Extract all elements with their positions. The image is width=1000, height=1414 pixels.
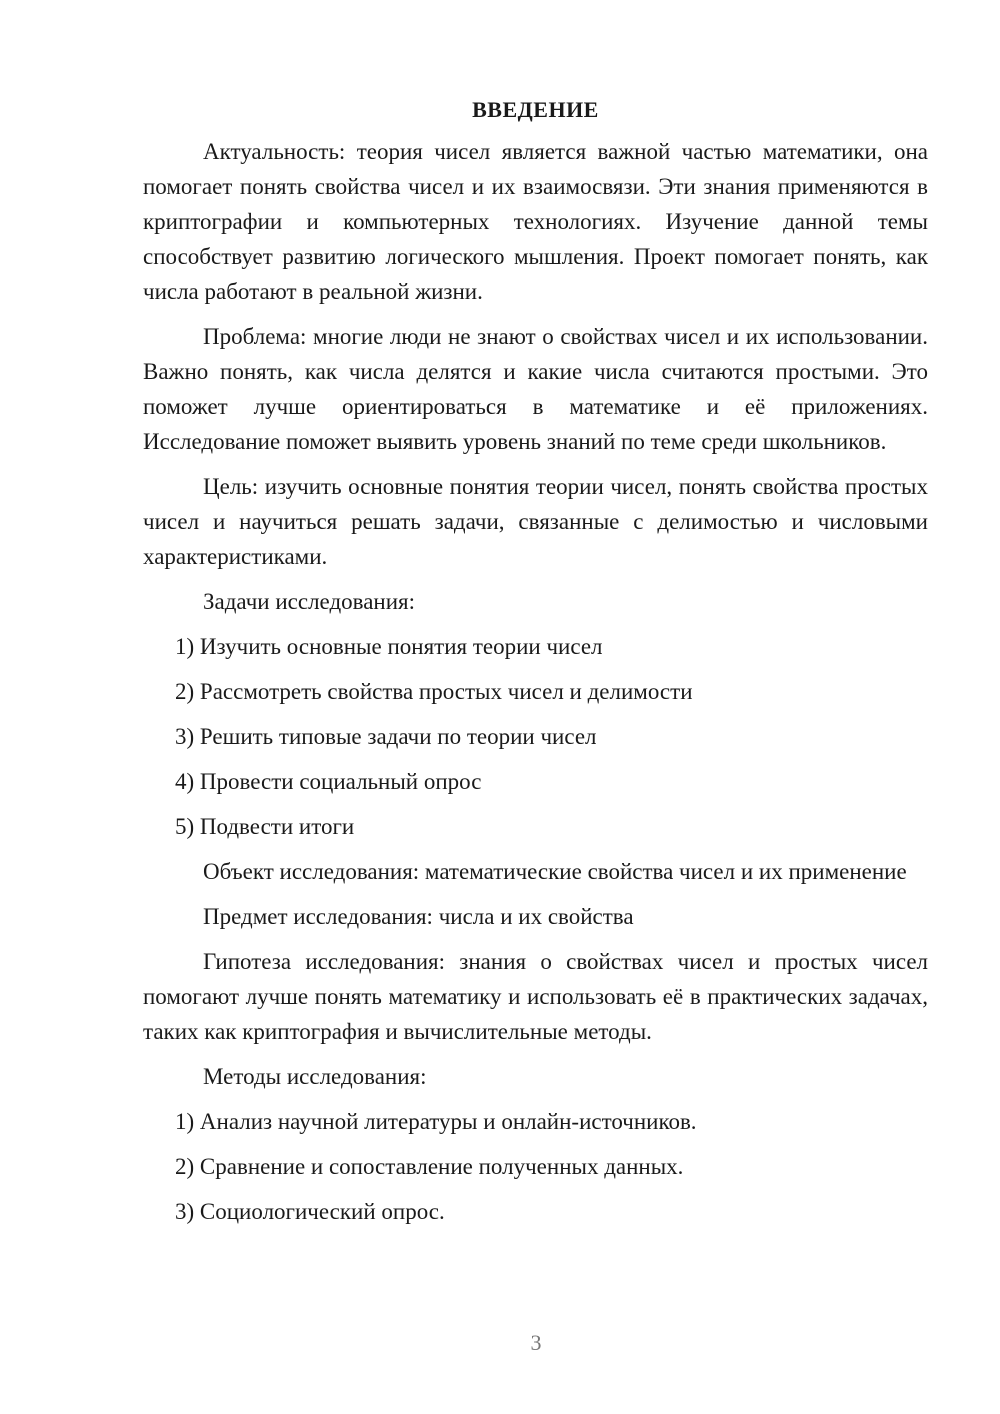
goal-paragraph: Цель: изучить основные понятия теории чисел, понять свойства простых чисел и научиться решать задачи, связанные с делимостью и числовыми характеристиками. [143,474,928,569]
methods-list [143,1104,928,1229]
task-item: 4) Провести социальный опрос [175,769,482,794]
methods-heading: Методы исследования: [203,1064,427,1089]
tasks-heading: Задачи исследования: [203,589,416,614]
relevance-paragraph: Актуальность: теория чисел является важной частью математики, она помогает понять свойства чисел и их взаимосвязи. Эти знания применяются в криптографии и компьютерных технологиях. Изучение данной темы способствует развитию логического мышления. Проект помогает понять, как числа работают в реальной жизни. [143,139,928,304]
task-item: 2) Рассмотреть свойства простых чисел и делимости [175,679,693,704]
task-item: 1) Изучить основные понятия теории чисел [175,634,603,659]
tasks-list [143,629,928,844]
page-number: 3 [530,1330,542,1355]
method-item: 1) Анализ научной литературы и онлайн-источников. [175,1109,697,1134]
task-item: 5) Подвести итоги [175,814,355,839]
problem-paragraph: Проблема: многие люди не знают о свойствах чисел и их использовании. Важно понять, как числа делятся и какие числа считаются простыми. Это поможет лучше ориентироваться в математике и её приложениях. Исследование поможет выявить уровень знаний по теме среди школьников. [143,324,928,454]
method-item: 3) Социологический опрос. [175,1199,445,1224]
method-item: 2) Сравнение и сопоставление полученных данных. [175,1154,684,1179]
section-title: ВВЕДЕНИЕ [472,97,599,122]
hypothesis-paragraph: Гипотеза исследования: знания о свойствах чисел и простых чисел помогают лучше понять математику и использовать её в практических задачах, таких как криптография и вычислительные методы. [143,949,928,1044]
object-paragraph: Объект исследования: математические свойства чисел и их применение [203,859,907,884]
subject-paragraph: Предмет исследования: числа и их свойства [203,904,634,929]
document-page [143,90,928,1239]
task-item: 3) Решить типовые задачи по теории чисел [175,724,597,749]
